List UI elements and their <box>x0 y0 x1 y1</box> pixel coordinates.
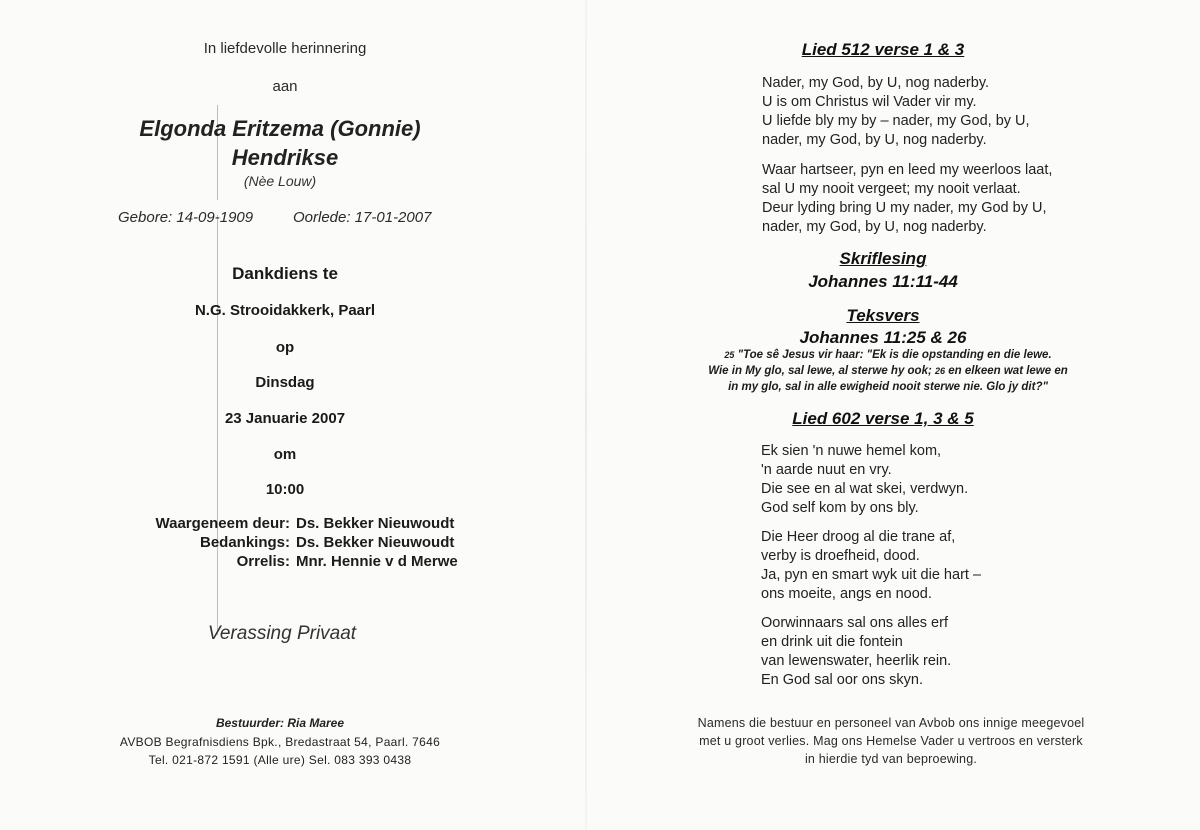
verse-line: nader, my God, by U, nog naderby. <box>762 219 987 235</box>
verse-line: Die Heer droog al die trane af, <box>761 529 956 545</box>
verse-line: U is om Christus wil Vader vir my. <box>762 94 977 110</box>
verse-line: Waar hartseer, pyn en leed my weerloos laat, <box>762 162 1053 178</box>
verse-line: Ja, pyn en smart wyk uit die hart – <box>761 567 982 583</box>
quote-line-2: Wie in My glo, sal lewe, al sterwe hy ook; 26 en elkeen wat lewe en <box>708 365 1068 377</box>
funeral-contact: Tel. 021-872 1591 (Alle ure) Sel. 083 393 0438 <box>148 753 412 767</box>
birth-date: Gebore: 14-09-1909 <box>118 209 254 226</box>
thanks-value: Ds. Bekker Nieuwoudt <box>296 534 455 551</box>
verse-line: Die see en al wat skei, verdwyn. <box>761 481 969 497</box>
funeral-director: Bestuurder: Ria Maree <box>215 716 345 730</box>
verse-line: Ek sien 'n nuwe hemel kom, <box>761 443 942 459</box>
verse-number: 26 <box>935 366 946 376</box>
hymn-512-stanza-1 <box>762 74 1030 150</box>
venue: N.G. Strooidakkerk, Paarl <box>194 302 376 319</box>
officiant-label: Waargeneem deur: <box>155 515 290 532</box>
thanks-label: Bedankings: <box>199 534 290 551</box>
quote-line-3: in my glo, sal in alle ewigheid nooit sterwe nie. Glo jy dit?" <box>728 381 1048 393</box>
hymn-602-stanza-1 <box>761 442 968 518</box>
verse-line: Deur lyding bring U my nader, my God by U, <box>762 200 1047 216</box>
service-time: 10:00 <box>265 481 305 498</box>
verse-line: verby is droefheid, dood. <box>761 548 920 564</box>
maiden-name: (Nèe Louw) <box>243 173 317 189</box>
service-day: Dinsdag <box>255 374 315 391</box>
hymn-602-stanza-2 <box>761 528 981 604</box>
death-date: Oorlede: 17-01-2007 <box>293 209 432 226</box>
verse-line: Nader, my God, by U, nog naderby. <box>762 75 990 91</box>
reading-reference: Johannes 11:11-44 <box>808 272 958 291</box>
verse-line: ons moeite, angs en nood. <box>761 586 932 602</box>
left-page <box>0 0 570 830</box>
text-verse-title: Teksvers <box>846 306 920 325</box>
organist-value: Mnr. Hennie v d Merwe <box>296 553 458 570</box>
verse-number: 25 <box>724 350 735 360</box>
deceased-surname: Hendrikse <box>231 145 339 170</box>
verse-line: En God sal oor ons skyn. <box>761 672 923 688</box>
hymn-512-stanza-2 <box>762 161 1052 237</box>
right-page <box>600 0 1200 830</box>
condolence-line: Namens die bestuur en personeel van Avbob ons innige meegevoel <box>697 716 1085 730</box>
text-verse-reference: Johannes 11:25 & 26 <box>799 328 967 347</box>
intro-text: In liefdevolle herinnering <box>203 40 367 57</box>
deceased-name: Elgonda Eritzema (Gonnie) <box>139 116 421 141</box>
quote-line-1: 25 "Toe sê Jesus vir haar: "Ek is die opstanding en die lewe. <box>724 349 1052 361</box>
verse-line: Oorwinnaars sal ons alles erf <box>761 615 948 631</box>
to-text: aan <box>272 78 298 95</box>
on-text: op <box>275 339 295 356</box>
verse-line: 'n aarde nuut en vry. <box>761 462 892 478</box>
reading-title: Skriflesing <box>839 249 927 268</box>
funeral-company: AVBOB Begrafnisdiens Bpk., Bredastraat 54, Paarl. 7646 <box>119 735 441 749</box>
organist-label: Orrelis: <box>236 553 290 570</box>
condolence-line: in hierdie tyd van beproewing. <box>804 752 978 766</box>
officiant-value: Ds. Bekker Nieuwoudt <box>296 515 455 532</box>
hymn-602-stanza-3 <box>761 614 951 690</box>
cremation-note: Verassing Privaat <box>207 623 357 644</box>
page-fold <box>585 0 587 830</box>
verse-line: en drink uit die fontein <box>761 634 903 650</box>
service-title: Dankdiens te <box>232 264 338 283</box>
service-date: 23 Januarie 2007 <box>224 410 346 427</box>
condolence-message <box>600 714 1182 768</box>
hymn-602-title: Lied 602 verse 1, 3 & 5 <box>792 409 974 428</box>
at-text: om <box>273 446 297 463</box>
hymn-512-title: Lied 512 verse 1 & 3 <box>801 40 965 59</box>
verse-line: nader, my God, by U, nog naderby. <box>762 132 987 148</box>
verse-line: sal U my nooit vergeet; my nooit verlaat. <box>762 181 1021 197</box>
condolence-line: met u groot verlies. Mag ons Hemelse Vader u vertroos en versterk <box>699 734 1083 748</box>
verse-line: God self kom by ons bly. <box>761 500 919 516</box>
verse-line: van lewenswater, heerlik rein. <box>761 653 952 669</box>
verse-line: U liefde bly my by – nader, my God, by U, <box>762 113 1030 129</box>
